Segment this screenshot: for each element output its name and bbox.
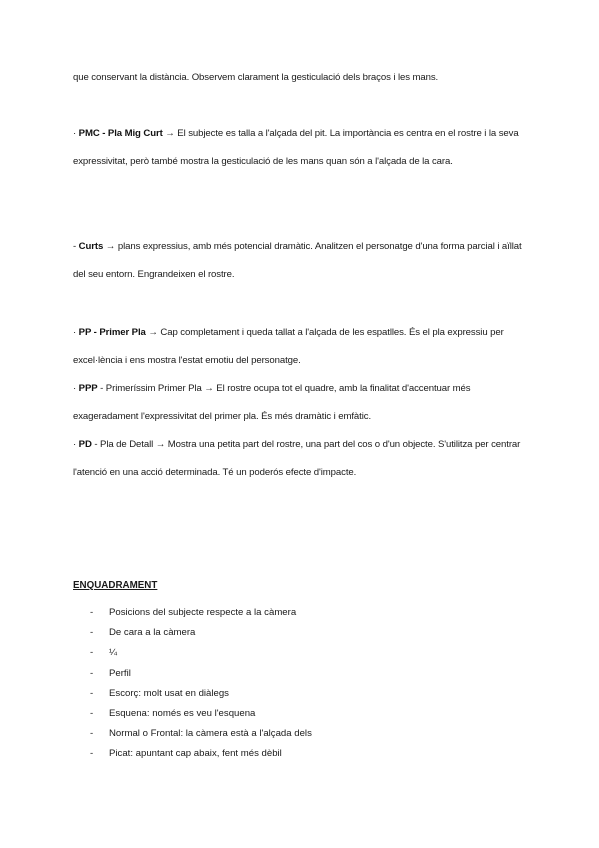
curts-text: → plans expressius, amb més potencial dramàtic. Analitzen el personatge d'una forma parcial i aïllat del seu entorn. Engrandeixen el rostre.	[73, 241, 522, 280]
pp-prefix: ·	[73, 327, 79, 338]
paragraph-intro: que conservant la distància. Observem clarament la gesticulació dels braços i les mans.	[73, 72, 439, 83]
list-item-text: Escorç: molt usat en diàlegs	[109, 687, 229, 699]
list-item	[90, 664, 312, 684]
list-item	[90, 603, 312, 623]
paragraph-ppp	[73, 375, 533, 431]
ppp-prefix: ·	[73, 383, 79, 394]
curts-prefix: -	[73, 241, 79, 252]
paragraph-group-pp	[73, 319, 533, 487]
list-bullet: -	[90, 707, 94, 719]
list-item-text: Perfil	[109, 667, 131, 679]
section-heading: ENQUADRAMENT	[73, 580, 158, 591]
pd-prefix: ·	[73, 439, 79, 450]
list-item-text: Picat: apuntant cap abaix, fent més dèbil	[109, 748, 282, 760]
list-bullet: -	[90, 667, 94, 679]
list-bullet: -	[90, 748, 94, 760]
list-item	[90, 684, 312, 704]
pmc-prefix: ·	[73, 128, 79, 139]
pd-term: PD	[78, 439, 92, 450]
list-bullet: -	[90, 647, 94, 659]
pp-text: → Cap completament i queda tallat a l'alçada de les espatlles. És el pla expressiu per excel·lència i ens mostra l'estat emotiu del personatge.	[73, 327, 504, 366]
list-item-text: ¼	[109, 647, 118, 659]
paragraph-pmc	[73, 120, 533, 176]
pmc-text: → El subjecte es talla a l'alçada del pit. La importància es centra en el rostre i la seva expressivitat, però també mostra la gesticulació de les mans quan són a l'alçada de la cara.	[73, 128, 519, 167]
list-item	[90, 744, 312, 764]
list-bullet: -	[90, 687, 94, 699]
pp-term: PP - Primer Pla	[78, 327, 146, 338]
list-item-text: Esquena: només es veu l'esquena	[109, 707, 256, 719]
curts-term: Curts	[78, 241, 104, 252]
list-item	[90, 704, 312, 724]
list-item	[90, 643, 312, 663]
list-bullet: -	[90, 728, 94, 740]
list-item	[90, 623, 312, 643]
list-item	[90, 724, 312, 744]
pd-text: - Pla de Detall → Mostra una petita part del rostre, una part del cos o d'un objecte. S'utilitza per centrar l'atenció en una acció determinada. Té un poderós efecte d'impacte.	[73, 439, 521, 478]
pmc-term: PMC - Pla Mig Curt	[78, 128, 163, 139]
paragraph-pd	[73, 431, 533, 487]
list-bullet: -	[90, 607, 94, 618]
paragraph-pp	[73, 319, 533, 375]
list-item-text: Normal o Frontal: la càmera està a l'alçada dels	[109, 728, 312, 740]
list-item-text: De cara a la càmera	[109, 627, 196, 639]
ppp-text: - Primeríssim Primer Pla → El rostre ocupa tot el quadre, amb la finalitat d'accentuar més exageradament l'expressivitat del primer pla. És més dramàtic i emfàtic.	[73, 383, 471, 422]
paragraph-curts	[73, 233, 533, 289]
enquadrament-list	[90, 603, 312, 765]
list-bullet: -	[90, 627, 94, 639]
list-item-text: Posicions del subjecte respecte a la càmera	[109, 607, 297, 618]
ppp-term: PPP	[78, 383, 98, 394]
